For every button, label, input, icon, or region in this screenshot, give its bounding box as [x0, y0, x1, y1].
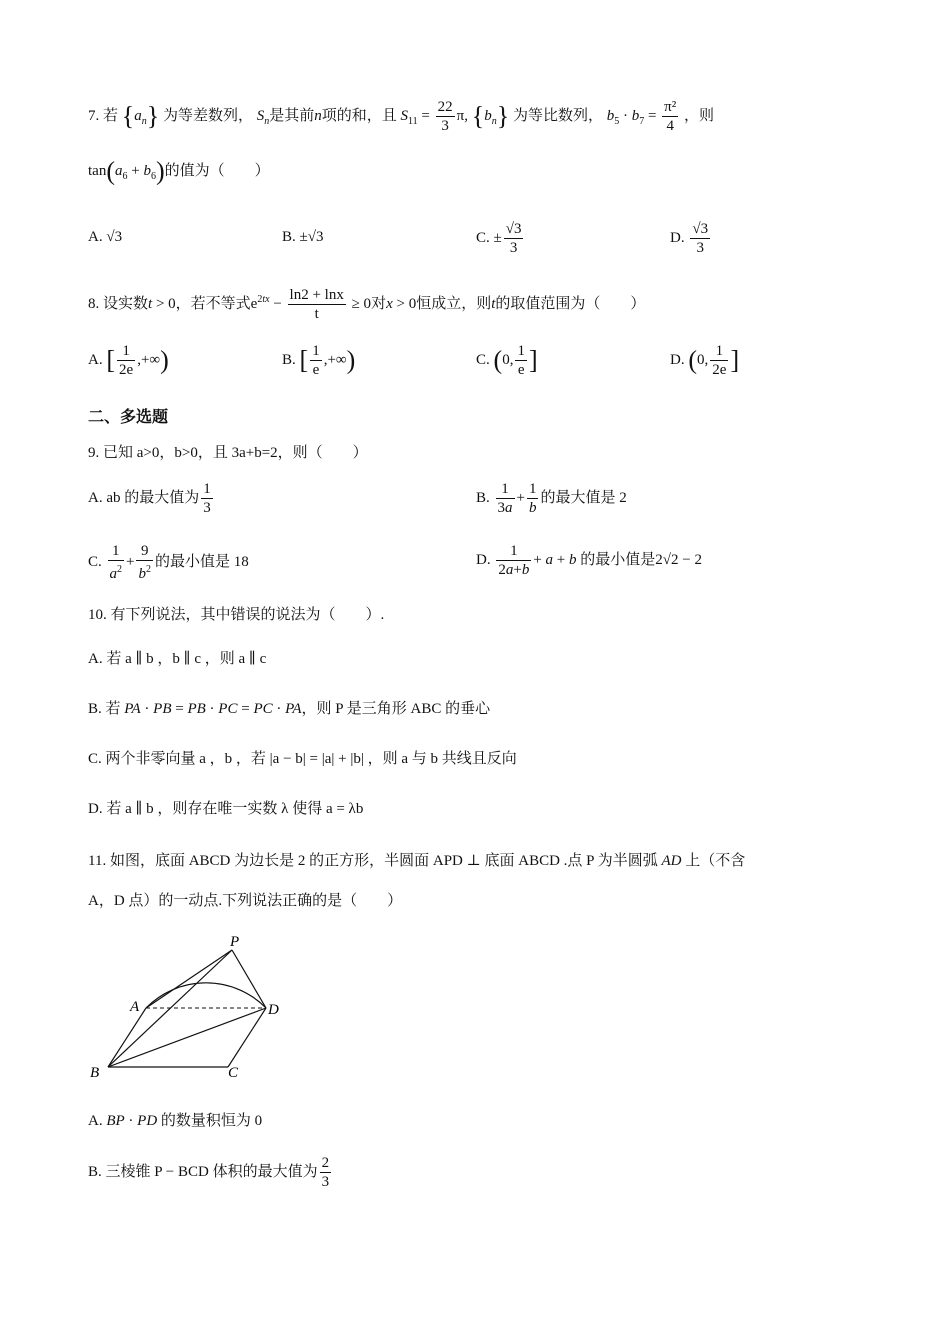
- q10-option-b[interactable]: B. 若 PA · PB = PB · PC = PC · PA，则 P 是三角形 ABC 的垂心: [88, 701, 491, 717]
- q9-option-a[interactable]: A. ab 的最大值为 $\frac{1}{3}$: [88, 481, 211, 516]
- edge-cd: [228, 1008, 266, 1067]
- q7-number: 7.: [88, 107, 100, 124]
- edge-bd: [108, 1008, 266, 1067]
- q7-option-a[interactable]: A. √3: [88, 229, 123, 245]
- q10-stem: 10. 有下列说法，其中错误的说法为（ ）.: [88, 607, 385, 623]
- q11-option-b[interactable]: B. 三棱锥 P − BCD 体积的最大值为 $\frac{2}{3}$: [88, 1155, 330, 1190]
- q8-fraction: $\frac{\ln 2 + \ln x}{t}$: [289, 287, 344, 322]
- q9-stem: 9. 已知 a>0，b>0，且 3a+b=2，则（ ）: [88, 445, 368, 461]
- q11-line2: A，D 点）的一动点.下列说法正确的是（ ）: [88, 893, 403, 909]
- edge-pa: [146, 950, 232, 1008]
- label-c: C: [228, 1065, 239, 1081]
- q7-line1: 7. 若 $\{a_n\}$ 为等差数列， $S_n$是其前n项的和，且 $S_{11}$ = $\frac{22}{3}$ π, $\{b_n\}$ 为等比数列， $b_5 \cdot b_7$ = $\frac{\text{π²}}{4}$ ，则: [88, 99, 715, 134]
- q10-option-a[interactable]: A. 若 a ∥ b ，b ∥ c ，则 a ∥ c: [88, 651, 267, 667]
- label-p: P: [230, 934, 240, 950]
- q7-option-d[interactable]: D. $\frac{√3}{3}$: [670, 221, 709, 256]
- q11-option-a[interactable]: A. BP · PD 的数量积恒为 0: [88, 1113, 263, 1129]
- q7-option-c[interactable]: C. ± $\frac{√3}{3}$: [476, 221, 522, 256]
- q11-line1: 11. 如图，底面 ABCD 为边长是 2 的正方形，半圆面 APD ⊥ 底面 ABCD .点 P 为半圆弧 AD 上（不含: [88, 853, 746, 869]
- q8-option-a[interactable]: A. [ $\frac{1}{2e}$ ,+∞): [88, 343, 169, 378]
- edge-pb: [108, 950, 232, 1067]
- brace: }: [146, 101, 160, 131]
- q8-option-d[interactable]: D. (0, $\frac{1}{2e}$ ]: [670, 343, 740, 378]
- q7-fraction-2: $\frac{\text{π²}}{4}$: [664, 99, 677, 134]
- pyramid-figure: [80, 930, 300, 1085]
- q7-text: 是其前: [269, 107, 315, 124]
- q9-option-b[interactable]: B. $\frac{1}{3a}$ + $\frac{1}{b}$ 的最大值是 2: [476, 481, 627, 516]
- q7-text: 项的和，且: [321, 107, 397, 124]
- q8-option-b[interactable]: B. [ $\frac{1}{e}$ ,+∞): [282, 343, 356, 378]
- q10-option-c[interactable]: C. 两个非零向量 a ，b ，若 |a − b| = |a| + |b| ，则 a 与 b 共线且反向: [88, 751, 517, 767]
- q7-option-b[interactable]: B. ±√3: [282, 229, 324, 245]
- q8-line: 8. 设实数t > 0，若不等式$e^{2tx}$ − $\frac{\ln 2 + \ln x}{t}$ ≥ 0对x > 0恒成立，则t的取值范围为（ ）: [88, 287, 646, 322]
- q9-option-c[interactable]: C. $\frac{1}{a^2}$ + $\frac{9}{b^2}$ 的最小值是 18: [88, 543, 249, 582]
- q7-text: ，则: [684, 107, 715, 124]
- q7-text: 为等差数列，: [162, 107, 253, 124]
- edge-pd: [232, 950, 266, 1008]
- q10-option-d[interactable]: D. 若 a ∥ b ，则存在唯一实数 λ 使得 a = λb: [88, 801, 364, 817]
- label-b: B: [90, 1065, 100, 1081]
- section-title: 二、多选题: [88, 407, 169, 426]
- q7-text: 若: [103, 107, 119, 124]
- q7-line2: $\tan(a_6 + b_6)$的值为（ ）: [88, 156, 270, 186]
- brace: {: [121, 101, 135, 131]
- label-a: A: [130, 999, 140, 1015]
- q7-text: 的值为（ ）: [164, 163, 270, 179]
- q7-fraction-1: $\frac{22}{3}$: [437, 99, 453, 134]
- q9-option-d[interactable]: D. $\frac{1}{2a+b}$ + a + b 的最小值是2√2 − 2: [476, 543, 702, 578]
- q7-text: 为等比数列，: [512, 107, 603, 124]
- q8-option-c[interactable]: C. (0, $\frac{1}{e}$ ]: [476, 343, 538, 378]
- arc-ad: AD: [661, 853, 682, 869]
- label-d: D: [268, 1002, 279, 1018]
- edge-ab: [108, 1008, 146, 1067]
